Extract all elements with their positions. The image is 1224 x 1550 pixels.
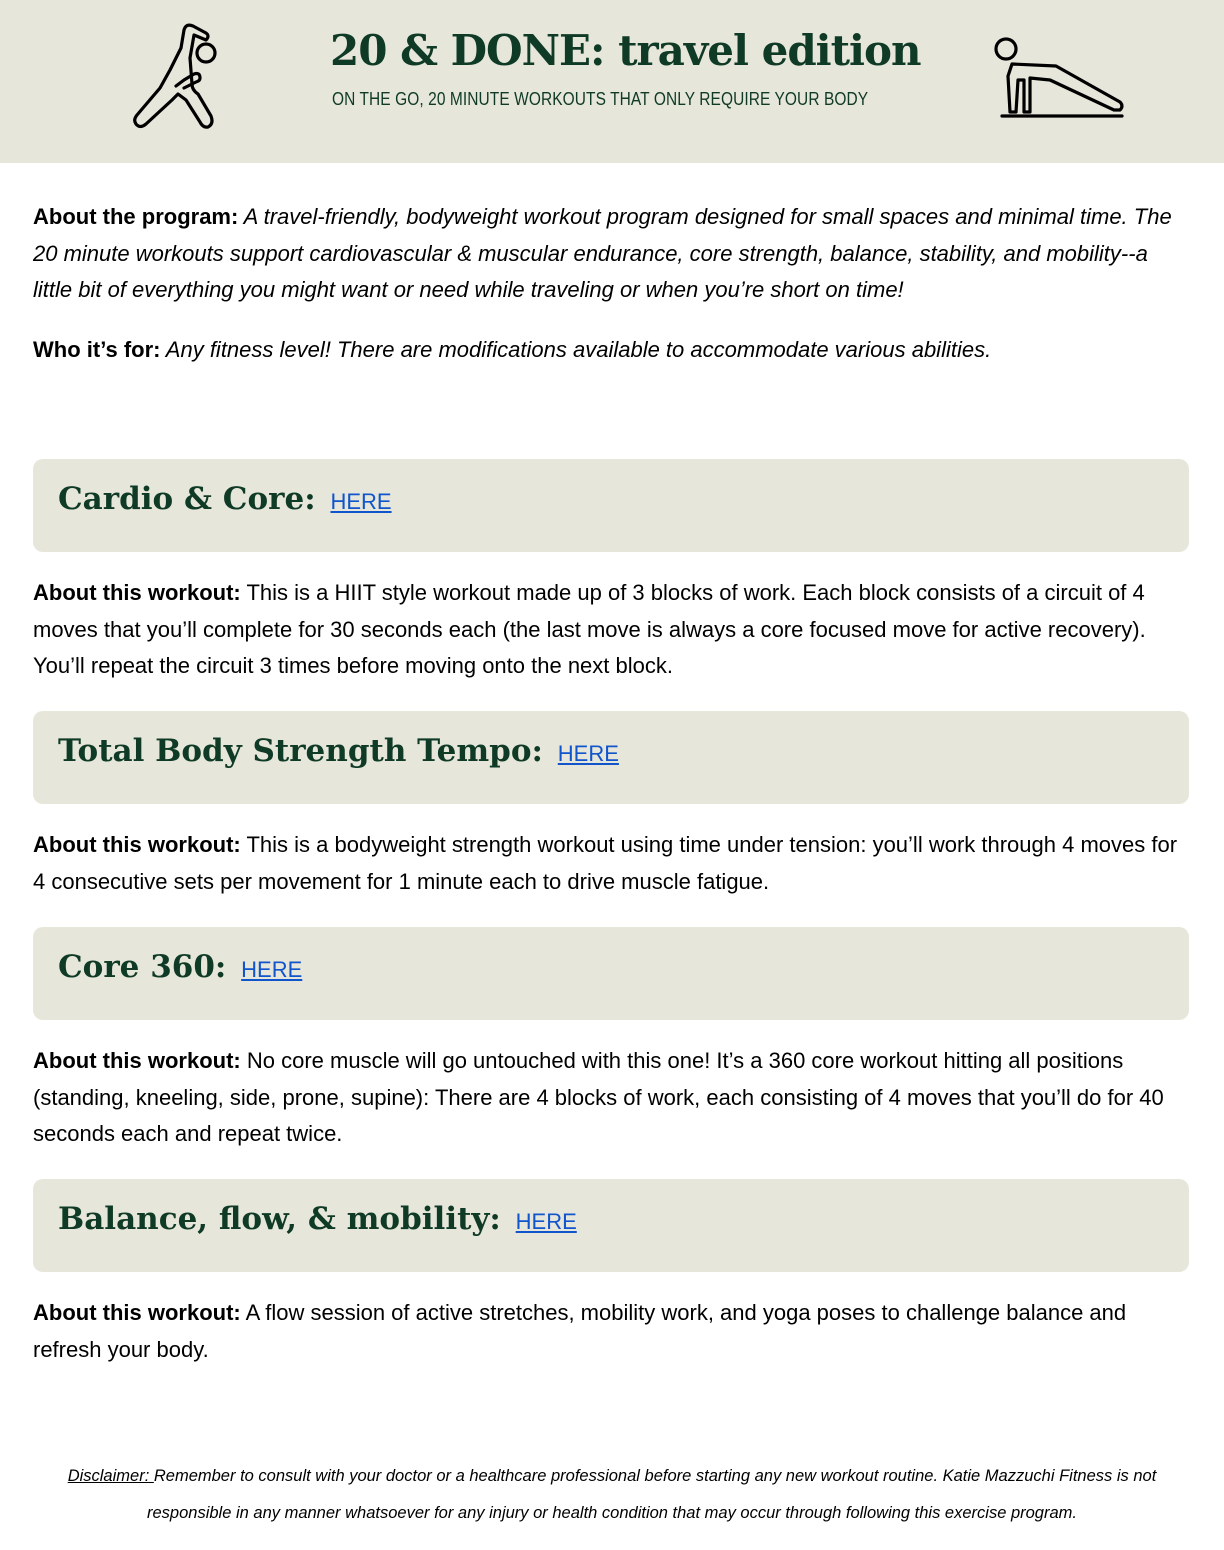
about-program — [33, 199, 1193, 309]
about-workout-label: About this workout: — [33, 1048, 241, 1073]
workout-link-here[interactable]: HERE — [557, 741, 619, 766]
workout-title: Total Body Strength Tempo: HERE — [58, 733, 619, 769]
header-banner — [0, 0, 1224, 163]
workout-header-core-360 — [33, 927, 1189, 1020]
workout-description — [33, 827, 1193, 900]
workout-description — [33, 575, 1193, 685]
about-workout-text: This is a bodyweight strength workout using time under tension: you’ll work through 4 moves for 4 consecutive sets per movement for 1 minute each to drive muscle fatigue. — [33, 832, 1178, 894]
workout-link-here[interactable]: HERE — [515, 1209, 577, 1234]
about-workout-text: This is a HIIT style workout made up of 3 blocks of work. Each block consists of a circuit of 4 moves that you’ll complete for 30 seconds each (the last move is always a core focused move for active recovery). You’ll repeat the circuit 3 times before moving onto the next block. — [33, 580, 1146, 678]
about-workout-label: About this workout: — [33, 580, 241, 605]
workout-title: Core 360: HERE — [58, 949, 303, 985]
about-workout-label: About this workout: — [33, 832, 241, 857]
workout-description — [33, 1043, 1193, 1153]
about-program-label: About the program: — [33, 204, 239, 229]
workout-header-cardio-core — [33, 459, 1189, 552]
workout-title: Balance, flow, & mobility: HERE — [58, 1201, 577, 1237]
disclaimer — [40, 1458, 1184, 1531]
workout-header-total-body-strength — [33, 711, 1189, 804]
workout-title: Cardio & Core: HERE — [58, 481, 392, 517]
workout-link-here[interactable]: HERE — [241, 957, 303, 982]
page-subtitle: ON THE GO, 20 MINUTE WORKOUTS THAT ONLY REQUIRE YOUR BODY — [332, 89, 869, 109]
who-its-for — [33, 332, 1193, 369]
about-workout-label: About this workout: — [33, 1300, 241, 1325]
disclaimer-label: Disclaimer: — [67, 1467, 154, 1485]
workout-description — [33, 1295, 1193, 1368]
side-stretch-figure-icon — [128, 20, 220, 132]
who-its-for-label: Who it’s for: — [33, 337, 161, 362]
disclaimer-text: Remember to consult with your doctor or a healthcare professional before starting any new workout routine. Katie Mazzuchi Fitness is not responsible in any manner whatsoever for any injury or health condition that may occur through following this exercise program. — [147, 1467, 1157, 1522]
about-workout-text: A flow session of active stretches, mobility work, and yoga poses to challenge balance and refresh your body. — [33, 1300, 1127, 1362]
workout-link-here[interactable]: HERE — [330, 489, 392, 514]
page-title: 20 & DONE: travel edition — [330, 26, 921, 75]
plank-figure-icon — [990, 34, 1130, 120]
about-workout-text: No core muscle will go untouched with this one! It’s a 360 core workout hitting all positions (standing, kneeling, side, prone, supine): There are 4 blocks of work, each consisting of 4 moves that you’ll do for 40 seconds each and repeat twice. — [33, 1048, 1164, 1146]
about-program-text: A travel-friendly, bodyweight workout program designed for small spaces and minimal time. The 20 minute workouts support cardiovascular & muscular endurance, core strength, balance, stability, and mobility--a little bit of everything you might want or need while traveling or when you’re short on time! — [33, 204, 1172, 302]
workout-header-balance-flow-mobility — [33, 1179, 1189, 1272]
who-its-for-text: Any fitness level! There are modifications available to accommodate various abilities. — [160, 337, 992, 362]
